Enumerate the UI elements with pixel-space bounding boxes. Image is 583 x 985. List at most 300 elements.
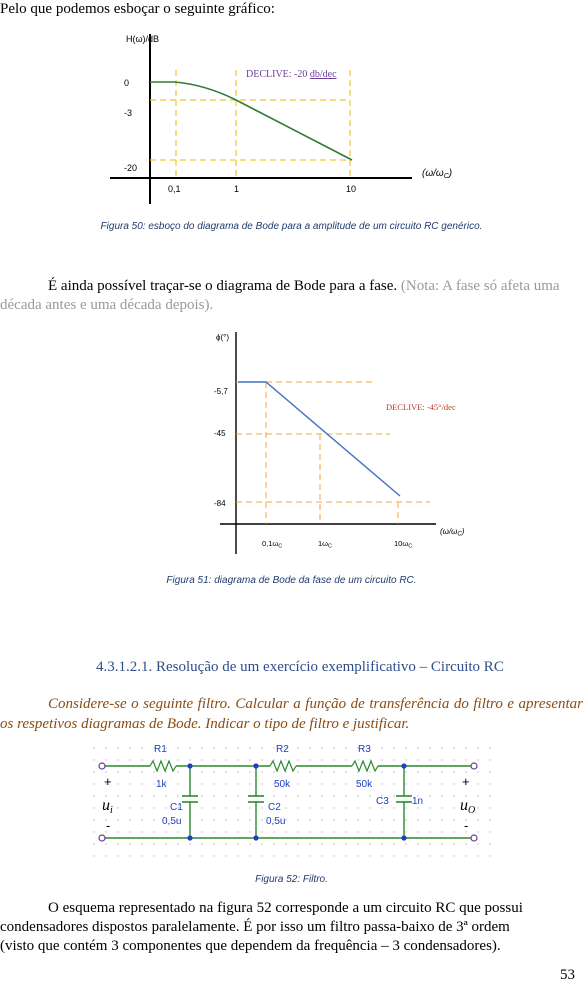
grid-dot xyxy=(345,807,346,808)
grid-dot xyxy=(237,807,238,808)
resistor-R2 xyxy=(270,761,296,771)
grid-dot xyxy=(309,855,310,856)
capacitor-C1 xyxy=(182,796,198,802)
grid-dot xyxy=(333,747,334,748)
input-plus-sign: + xyxy=(104,774,112,789)
grid-dot xyxy=(141,831,142,832)
grid-dot xyxy=(213,747,214,748)
label-C3: C3 xyxy=(376,796,389,807)
fig50-x-tick: 0,1 xyxy=(168,184,181,194)
grid-dot xyxy=(477,759,478,760)
grid-dot xyxy=(405,807,406,808)
grid-dot xyxy=(429,747,430,748)
grid-dot xyxy=(417,819,418,820)
grid-dot xyxy=(477,807,478,808)
grid-dot xyxy=(153,795,154,796)
grid-dot xyxy=(441,819,442,820)
grid-dot xyxy=(381,831,382,832)
grid-dot xyxy=(141,747,142,748)
grid-dot xyxy=(141,795,142,796)
grid-dot xyxy=(381,747,382,748)
grid-dot xyxy=(489,783,490,784)
grid-dot xyxy=(237,771,238,772)
grid-dot xyxy=(333,819,334,820)
capacitor-C2 xyxy=(248,796,264,802)
grid-dot xyxy=(333,795,334,796)
grid-dot xyxy=(225,747,226,748)
figure-51-caption: Figura 51: diagrama de Bode da fase de um circuito RC. xyxy=(166,575,417,586)
grid-dot xyxy=(453,819,454,820)
grid-dot xyxy=(417,843,418,844)
grid-dot xyxy=(309,831,310,832)
grid-dot xyxy=(213,759,214,760)
grid-dot xyxy=(129,843,130,844)
final-paragraph: O esquema representado na figura 52 corresponde a um circuito RC que possui condensadores dispostos paralelamente. É por isso um filtro passa-baixo de 3ª ordem (visto que contém 3 componentes que dependem da frequência – 3 condensadores). xyxy=(0,900,523,954)
terminal-out-minus xyxy=(471,835,477,841)
grid-dot xyxy=(381,807,382,808)
grid-dot xyxy=(429,843,430,844)
grid-dot xyxy=(177,771,178,772)
grid-dot xyxy=(309,795,310,796)
grid-dot xyxy=(237,855,238,856)
grid-dot xyxy=(417,747,418,748)
grid-dot xyxy=(489,807,490,808)
grid-dot xyxy=(129,795,130,796)
grid-dot xyxy=(117,831,118,832)
value-C3: 1n xyxy=(412,796,424,807)
grid-dot xyxy=(237,819,238,820)
grid-dot xyxy=(213,795,214,796)
grid-dot xyxy=(489,747,490,748)
grid-dot xyxy=(357,771,358,772)
grid-dot xyxy=(249,747,250,748)
grid-dot xyxy=(273,831,274,832)
grid-dot xyxy=(309,819,310,820)
fig50-x-axis-label: $(\omega/\omega_C)$ xyxy=(422,168,453,180)
grid-dot xyxy=(165,855,166,856)
grid-dot xyxy=(393,771,394,772)
grid-dot xyxy=(213,855,214,856)
grid-dot xyxy=(129,759,130,760)
grid-dot xyxy=(129,747,130,748)
grid-dot xyxy=(345,759,346,760)
grid-dot xyxy=(249,819,250,820)
grid-dot xyxy=(297,855,298,856)
grid-dot xyxy=(477,795,478,796)
fig50-x-tick: 10 xyxy=(346,184,357,194)
grid-dot xyxy=(165,771,166,772)
grid-dot xyxy=(153,819,154,820)
fig51-slope-annotation: DECLIVE: -45°/dec xyxy=(386,402,456,412)
grid-dot xyxy=(333,807,334,808)
grid-dot xyxy=(177,795,178,796)
grid-dot xyxy=(273,855,274,856)
grid-dot xyxy=(345,843,346,844)
fig50-y-tick: 0 xyxy=(124,78,130,88)
grid-dot xyxy=(369,831,370,832)
grid-dot xyxy=(417,759,418,760)
grid-dot xyxy=(249,807,250,808)
value-R1: 1k xyxy=(156,779,167,790)
output-voltage-label: uO xyxy=(460,797,476,816)
grid-dot xyxy=(117,855,118,856)
grid-dot xyxy=(213,771,214,772)
grid-dot xyxy=(201,819,202,820)
value-R2: 50k xyxy=(274,779,291,790)
grid-dot xyxy=(417,855,418,856)
grid-dot xyxy=(321,819,322,820)
grid-dot xyxy=(441,831,442,832)
grid-dot xyxy=(201,759,202,760)
grid-dot xyxy=(249,843,250,844)
grid-dot xyxy=(201,747,202,748)
label-C1: C1 xyxy=(170,802,183,813)
grid-dot xyxy=(441,795,442,796)
grid-dot xyxy=(441,807,442,808)
grid-dot xyxy=(477,843,478,844)
grid-dot xyxy=(405,855,406,856)
fig50-y-tick: -20 xyxy=(124,163,138,173)
grid-dot xyxy=(213,831,214,832)
grid-dot xyxy=(105,843,106,844)
grid-dot xyxy=(381,819,382,820)
grid-dot xyxy=(177,843,178,844)
capacitor-C3 xyxy=(396,796,412,802)
grid-dot xyxy=(489,843,490,844)
grid-dot xyxy=(405,843,406,844)
grid-dot xyxy=(333,759,334,760)
grid-dot xyxy=(429,783,430,784)
grid-dot xyxy=(165,843,166,844)
grid-dot xyxy=(405,783,406,784)
grid-dot xyxy=(477,771,478,772)
grid-dot xyxy=(405,819,406,820)
grid-dot xyxy=(237,831,238,832)
grid-dot xyxy=(225,783,226,784)
grid-dot xyxy=(117,807,118,808)
figure-50-caption: Figura 50: esboço do diagrama de Bode para a amplitude de um circuito RC genérico. xyxy=(100,221,483,232)
grid-dot xyxy=(489,771,490,772)
fig51-x-axis-label: (ω/ωC) xyxy=(440,527,465,538)
grid-dot xyxy=(237,843,238,844)
terminal-out-plus xyxy=(471,763,477,769)
terminal-in-minus xyxy=(99,835,105,841)
grid-dot xyxy=(357,807,358,808)
grid-dot xyxy=(477,819,478,820)
circuit-node xyxy=(401,835,406,840)
grid-dot xyxy=(357,759,358,760)
grid-dot xyxy=(393,783,394,784)
circuit-node xyxy=(187,763,192,768)
grid-dot xyxy=(285,759,286,760)
grid-dot xyxy=(153,843,154,844)
fig51-phase-curve xyxy=(238,382,400,496)
grid-dot xyxy=(177,747,178,748)
grid-dot xyxy=(129,783,130,784)
grid-dot xyxy=(357,795,358,796)
grid-dot xyxy=(345,855,346,856)
grid-dot xyxy=(261,855,262,856)
grid-dot xyxy=(141,759,142,760)
grid-dot xyxy=(357,831,358,832)
grid-dot xyxy=(477,783,478,784)
value-R3: 50k xyxy=(356,779,373,790)
grid-dot xyxy=(249,759,250,760)
grid-dot xyxy=(93,819,94,820)
grid-dot xyxy=(405,759,406,760)
grid-dot xyxy=(225,819,226,820)
grid-dot xyxy=(297,819,298,820)
grid-dot xyxy=(93,747,94,748)
grid-dot xyxy=(393,807,394,808)
grid-dot xyxy=(141,807,142,808)
grid-dot xyxy=(453,747,454,748)
grid-dot xyxy=(129,807,130,808)
grid-dot xyxy=(201,807,202,808)
grid-dot xyxy=(285,855,286,856)
grid-dot xyxy=(261,747,262,748)
grid-dot xyxy=(93,843,94,844)
grid-dot xyxy=(297,759,298,760)
grid-dot xyxy=(309,747,310,748)
grid-dot xyxy=(453,795,454,796)
grid-dot xyxy=(381,771,382,772)
grid-dot xyxy=(285,831,286,832)
grid-dot xyxy=(369,819,370,820)
grid-dot xyxy=(369,759,370,760)
value-C2: 0,5u xyxy=(266,816,286,827)
grid-dot xyxy=(189,759,190,760)
grid-dot xyxy=(417,783,418,784)
grid-dot xyxy=(453,759,454,760)
grid-dot xyxy=(165,831,166,832)
grid-dot xyxy=(93,795,94,796)
grid-dot xyxy=(177,831,178,832)
grid-dot xyxy=(213,819,214,820)
grid-dot xyxy=(393,843,394,844)
grid-dot xyxy=(285,819,286,820)
circuit-grid-dots xyxy=(93,747,490,856)
grid-dot xyxy=(333,771,334,772)
grid-dot xyxy=(237,795,238,796)
grid-dot xyxy=(237,747,238,748)
grid-dot xyxy=(141,783,142,784)
circuit-node xyxy=(401,763,406,768)
grid-dot xyxy=(225,807,226,808)
grid-dot xyxy=(105,855,106,856)
grid-dot xyxy=(189,843,190,844)
resistor-R3 xyxy=(352,761,378,771)
grid-dot xyxy=(369,807,370,808)
grid-dot xyxy=(261,831,262,832)
grid-dot xyxy=(297,783,298,784)
grid-dot xyxy=(225,843,226,844)
grid-dot xyxy=(453,783,454,784)
intro-line: Pelo que podemos esboçar o seguinte gráfico: xyxy=(0,1,275,17)
grid-dot xyxy=(261,843,262,844)
grid-dot xyxy=(489,831,490,832)
grid-dot xyxy=(165,759,166,760)
grid-dot xyxy=(477,831,478,832)
grid-dot xyxy=(489,795,490,796)
grid-dot xyxy=(381,759,382,760)
grid-dot xyxy=(345,795,346,796)
grid-dot xyxy=(261,783,262,784)
label-R2: R2 xyxy=(276,744,289,755)
grid-dot xyxy=(249,783,250,784)
grid-dot xyxy=(117,747,118,748)
grid-dot xyxy=(249,855,250,856)
grid-dot xyxy=(105,771,106,772)
grid-dot xyxy=(489,759,490,760)
grid-dot xyxy=(297,807,298,808)
grid-dot xyxy=(129,771,130,772)
grid-dot xyxy=(309,771,310,772)
grid-dot xyxy=(153,807,154,808)
grid-dot xyxy=(213,783,214,784)
grid-dot xyxy=(261,819,262,820)
grid-dot xyxy=(453,855,454,856)
grid-dot xyxy=(405,831,406,832)
output-plus-sign: + xyxy=(462,774,470,789)
fig50-slope-annotation: DECLIVE: -20 db/dec xyxy=(246,69,337,80)
grid-dot xyxy=(129,855,130,856)
label-R1: R1 xyxy=(154,744,167,755)
grid-dot xyxy=(273,771,274,772)
grid-dot xyxy=(285,843,286,844)
grid-dot xyxy=(117,819,118,820)
fig50-y-axis-label: H(ω)/dB xyxy=(126,34,160,44)
grid-dot xyxy=(141,843,142,844)
grid-dot xyxy=(225,831,226,832)
grid-dot xyxy=(297,795,298,796)
grid-dot xyxy=(297,747,298,748)
circuit-node xyxy=(187,835,192,840)
grid-dot xyxy=(465,855,466,856)
fig50-magnitude-curve xyxy=(150,82,352,160)
grid-dot xyxy=(297,771,298,772)
grid-dot xyxy=(225,759,226,760)
grid-dot xyxy=(201,783,202,784)
grid-dot xyxy=(477,855,478,856)
grid-dot xyxy=(393,855,394,856)
grid-dot xyxy=(381,855,382,856)
grid-dot xyxy=(345,783,346,784)
grid-dot xyxy=(489,855,490,856)
grid-dot xyxy=(129,819,130,820)
grid-dot xyxy=(213,807,214,808)
grid-dot xyxy=(117,795,118,796)
page-number: 53 xyxy=(560,967,575,983)
grid-dot xyxy=(189,855,190,856)
label-R3: R3 xyxy=(358,744,371,755)
fig50-x-tick: 1 xyxy=(234,184,240,194)
fig51-y-axis-label: ϕ(°) xyxy=(216,333,230,342)
grid-dot xyxy=(93,771,94,772)
grid-dot xyxy=(369,843,370,844)
grid-dot xyxy=(369,795,370,796)
grid-dot xyxy=(93,783,94,784)
grid-dot xyxy=(393,747,394,748)
grid-dot xyxy=(357,819,358,820)
grid-dot xyxy=(273,759,274,760)
grid-dot xyxy=(93,831,94,832)
grid-dot xyxy=(333,783,334,784)
grid-dot xyxy=(225,855,226,856)
grid-dot xyxy=(441,843,442,844)
grid-dot xyxy=(153,831,154,832)
grid-dot xyxy=(321,843,322,844)
grid-dot xyxy=(93,855,94,856)
grid-dot xyxy=(201,795,202,796)
fig50-y-tick: -3 xyxy=(124,108,133,118)
output-minus-sign: - xyxy=(464,818,469,833)
grid-dot xyxy=(225,771,226,772)
grid-dot xyxy=(441,759,442,760)
grid-dot xyxy=(345,747,346,748)
grid-dot xyxy=(405,747,406,748)
grid-dot xyxy=(117,843,118,844)
grid-dot xyxy=(393,831,394,832)
grid-dot xyxy=(285,807,286,808)
grid-dot xyxy=(321,747,322,748)
section-heading: 4.3.1.2.1. Resolução de um exercício exemplificativo – Circuito RC xyxy=(96,659,504,675)
circuit-node xyxy=(253,763,258,768)
circuit-node xyxy=(253,835,258,840)
grid-dot xyxy=(177,783,178,784)
grid-dot xyxy=(429,759,430,760)
grid-dot xyxy=(369,771,370,772)
grid-dot xyxy=(261,807,262,808)
grid-dot xyxy=(465,843,466,844)
grid-dot xyxy=(429,831,430,832)
grid-dot xyxy=(477,747,478,748)
fig51-y-tick: -5,7 xyxy=(214,387,228,396)
grid-dot xyxy=(381,843,382,844)
grid-dot xyxy=(429,771,430,772)
fig51-y-tick: -45 xyxy=(214,429,226,438)
value-C1: 0,5u xyxy=(162,816,182,827)
grid-dot xyxy=(369,855,370,856)
grid-dot xyxy=(333,843,334,844)
grid-dot xyxy=(141,819,142,820)
grid-dot xyxy=(129,831,130,832)
grid-dot xyxy=(165,795,166,796)
grid-dot xyxy=(273,747,274,748)
phase-paragraph: É ainda possível traçar-se o diagrama de Bode para a fase. (Nota: A fase só afeta uma década antes e uma década depois). xyxy=(0,278,560,313)
grid-dot xyxy=(261,771,262,772)
grid-dot xyxy=(309,783,310,784)
grid-dot xyxy=(249,771,250,772)
grid-dot xyxy=(441,783,442,784)
grid-dot xyxy=(345,771,346,772)
grid-dot xyxy=(273,843,274,844)
fig51-x-tick: $10\omega_C$ xyxy=(394,539,413,550)
grid-dot xyxy=(453,831,454,832)
circuit-figure xyxy=(90,742,500,864)
grid-dot xyxy=(309,807,310,808)
grid-dot xyxy=(357,855,358,856)
grid-dot xyxy=(321,759,322,760)
grid-dot xyxy=(489,819,490,820)
bode-phase-figure xyxy=(200,328,490,556)
fig50-guides xyxy=(150,70,352,178)
label-C2: C2 xyxy=(268,802,281,813)
grid-dot xyxy=(321,771,322,772)
grid-dot xyxy=(117,783,118,784)
grid-dot xyxy=(153,771,154,772)
grid-dot xyxy=(249,831,250,832)
